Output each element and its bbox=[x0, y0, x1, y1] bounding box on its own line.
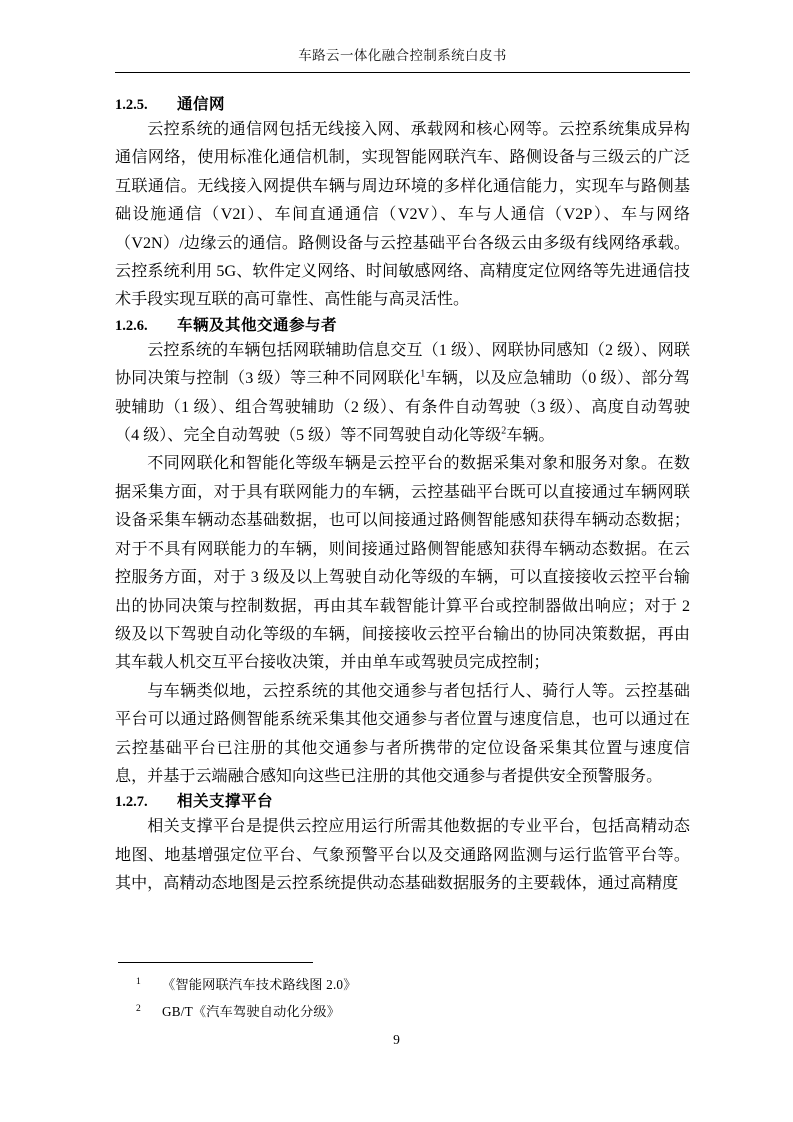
section-title: 车辆及其他交通参与者 bbox=[177, 316, 338, 334]
page-content bbox=[115, 94, 690, 899]
section-heading-1-2-7 bbox=[115, 791, 690, 813]
running-header bbox=[115, 46, 690, 73]
footnote-item bbox=[118, 972, 693, 999]
section-number: 1.2.6. bbox=[115, 317, 148, 334]
paragraph-text-part-1: 云控系统的车辆包括网联辅助信息交互（1 级）、网联协同感知（2 级）、网联协同决策与控制（3 级）等三种不同网联化 bbox=[115, 341, 690, 388]
footnote-text: 《智能网联汽车技术路线图 2.0》 bbox=[162, 977, 357, 992]
section-number: 1.2.5. bbox=[115, 97, 148, 113]
footnote-reference-2[interactable]: 2 bbox=[501, 425, 507, 437]
footnote-item bbox=[118, 999, 693, 1026]
footnote-area bbox=[118, 962, 693, 1026]
paragraph-text-part-3: 车辆。 bbox=[506, 427, 555, 445]
paragraph: 云控系统的通信网包括无线接入网、承载网和核心网等。云控系统集成异构通信网络，使用标准化通信机制，实现智能网联汽车、路侧设备与三级云的广泛互联通信。无线接入网提供车辆与周边环境的多样化通信能力，实现车与路侧基础设施通信（V2I）、车间直通通信（V2V）、车与人通信（V2P）、车与网络（V2N）/边缘云的通信。路侧设备与云控基础平台各级云由多级有线网络承载。云控系统利用 5G、软件定义网络、时间敏感网络、高精度定位网络等先进通信技术手段实现互联的高可靠性、高性能与高灵活性。 bbox=[115, 121, 690, 309]
paragraph: 不同网联化和智能化等级车辆是云控平台的数据采集对象和服务对象。在数据采集方面，对于具有联网能力的车辆，云控基础平台既可以直接通过车辆网联设备采集车辆动态基础数据，也可以间接通过路侧智能感知获得车辆动态数据；对于不具有网联能力的车辆，则间接通过路侧智能感知获得车辆动态数据。在云控服务方面，对于 3 级及以上驾驶自动化等级的车辆，可以直接接收云控平台输出的协同决策与控制数据，再由其车载智能计算平台或控制器做出响应；对于 2 级及以下驾驶自动化等级的车辆，间接接收云控平台输出的协同决策数据，再由其车载人机交互平台接收决策，并由单车或驾驶员完成控制； bbox=[115, 455, 690, 672]
section-heading-1-2-5 bbox=[115, 94, 690, 116]
footnote-reference-1[interactable]: 1 bbox=[420, 368, 426, 380]
header-divider bbox=[115, 72, 690, 73]
section-heading-1-2-6 bbox=[115, 315, 690, 337]
footnote-divider bbox=[118, 962, 313, 963]
paragraph: 与车辆类似地，云控系统的其他交通参与者包括行人、骑行人等。云控基础平台可以通过路侧智能系统采集其他交通参与者位置与速度信息，也可以通过在云控基础平台已注册的其他交通参与者所携带的定位设备采集其位置与速度信息，并基于云端融合感知向这些已注册的其他交通参与者提供安全预警服务。 bbox=[115, 682, 690, 785]
section-title: 通信网 bbox=[177, 96, 226, 113]
page-number: 9 bbox=[393, 1032, 400, 1047]
paragraph-text-part-2: 车辆，以及应急辅助（0 级）、部分驾驶辅助（1 级）、组合驾驶辅助（2 级）、有条件自动驾驶（3 级）、高度自动驾驶（4 级）、完全自动驾驶（5 级）等不同驾驶自动化等级 bbox=[115, 370, 690, 445]
paragraph: 相关支撑平台是提供云控应用运行所需其他数据的专业平台，包括高精动态地图、地基增强定位平台、气象预警平台以及交通路网监测与运行监管平台等。其中，高精动态地图是云控系统提供动态基础数据服务的主要载体，通过高精度 bbox=[115, 818, 690, 893]
footnote-marker: 2 bbox=[136, 1003, 141, 1014]
section-title: 相关支撑平台 bbox=[177, 793, 274, 811]
section-number: 1.2.7. bbox=[115, 794, 148, 811]
footnote-text: GB/T《汽车驾驶自动化分级》 bbox=[162, 1004, 341, 1019]
footnote-marker: 1 bbox=[136, 976, 141, 987]
paragraph-with-footnotes bbox=[115, 337, 690, 451]
header-title: 车路云一体化融合控制系统白皮书 bbox=[298, 48, 507, 63]
